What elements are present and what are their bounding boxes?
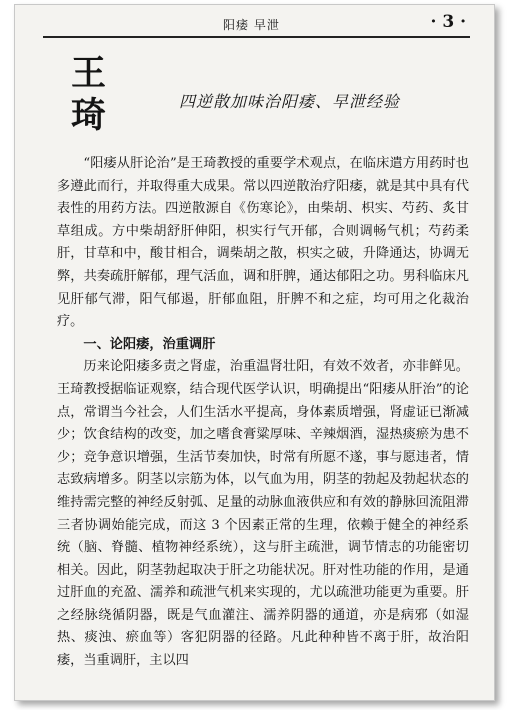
book-page (14, 4, 495, 701)
author-name-char: 王 (71, 53, 107, 94)
intro-paragraph: “阳痿从肝论治”是王琦教授的重要学术观点，在临床遣方用药时也多遵此而行，并取得重大成果。常以四逆散治疗阳痿，就是其中具有代表性的用药方法。四逆散源自《伤寒论》，由柴胡、枳实、芍药、炙甘草组成。方中柴胡舒肝伸阳，枳实行气开郁，合则调畅气机；芍药柔肝，甘草和中，酸甘相合，调柴胡之散，枳实之破，升降通达，协调无弊，共奏疏肝解郁，理气活血，调和肝脾，通达郁阳之功。男科临床凡见肝郁气滞，阳气郁遏，肝郁血阻，肝脾不和之症，均可用之化裁治疗。 (57, 156, 469, 330)
page-number: · 3 · (430, 12, 466, 32)
author-name (71, 53, 106, 137)
header-title: 阳痿 早泄 (223, 18, 280, 32)
author-name-char: 琦 (71, 95, 107, 136)
running-header (43, 14, 470, 38)
section-paragraph: 历来论阳痿多责之肾虚，治重温肾壮阳，有效不效者，亦非鲜见。王琦教授据临证观察，结合现代医学认识，明确提出“阳痿从肝治”的论点，常谓当今社会，人们生活水平提高，身体素质增强，肾虚证已渐减少；饮食结构的改变，加之嗜食膏粱厚味、辛辣烟酒，湿热痰瘀为患不少；竞争意识增强，生活节奏加快，时常有所愿不遂，事与愿违者，情志致病增多。阴茎以宗筋为体，以气血为用，阴茎的勃起及勃起状态的维持需完整的神经反射弧、足量的动脉血液供应和有效的静脉回流阻滞三者协调始能完成，而这 3 个因素正常的生理，依赖于健全的神经系统（脑、脊髓、植物神经系统），这与肝主疏泄，调节情志的功能密切相关。因此，阴茎勃起取决于肝之功能状况。肝对性功能的作用，是通过肝血的充盈、濡养和疏泄气机来实现的，尤以疏泄功能更为重要。肝之经脉绕循阴器，既是气血灌注、濡养阴器的通道，亦是病邪（如湿热、痰浊、瘀血等）客犯阴器的径路。凡此种种皆不离于肝，故治阳痿，当重调肝，主以四 (57, 359, 469, 669)
article-title: 四逆散加味治阳痿、早泄经验 (179, 92, 401, 111)
article-body (57, 153, 469, 673)
section-heading: 一、论阳痿，治重调肝 (83, 336, 216, 352)
